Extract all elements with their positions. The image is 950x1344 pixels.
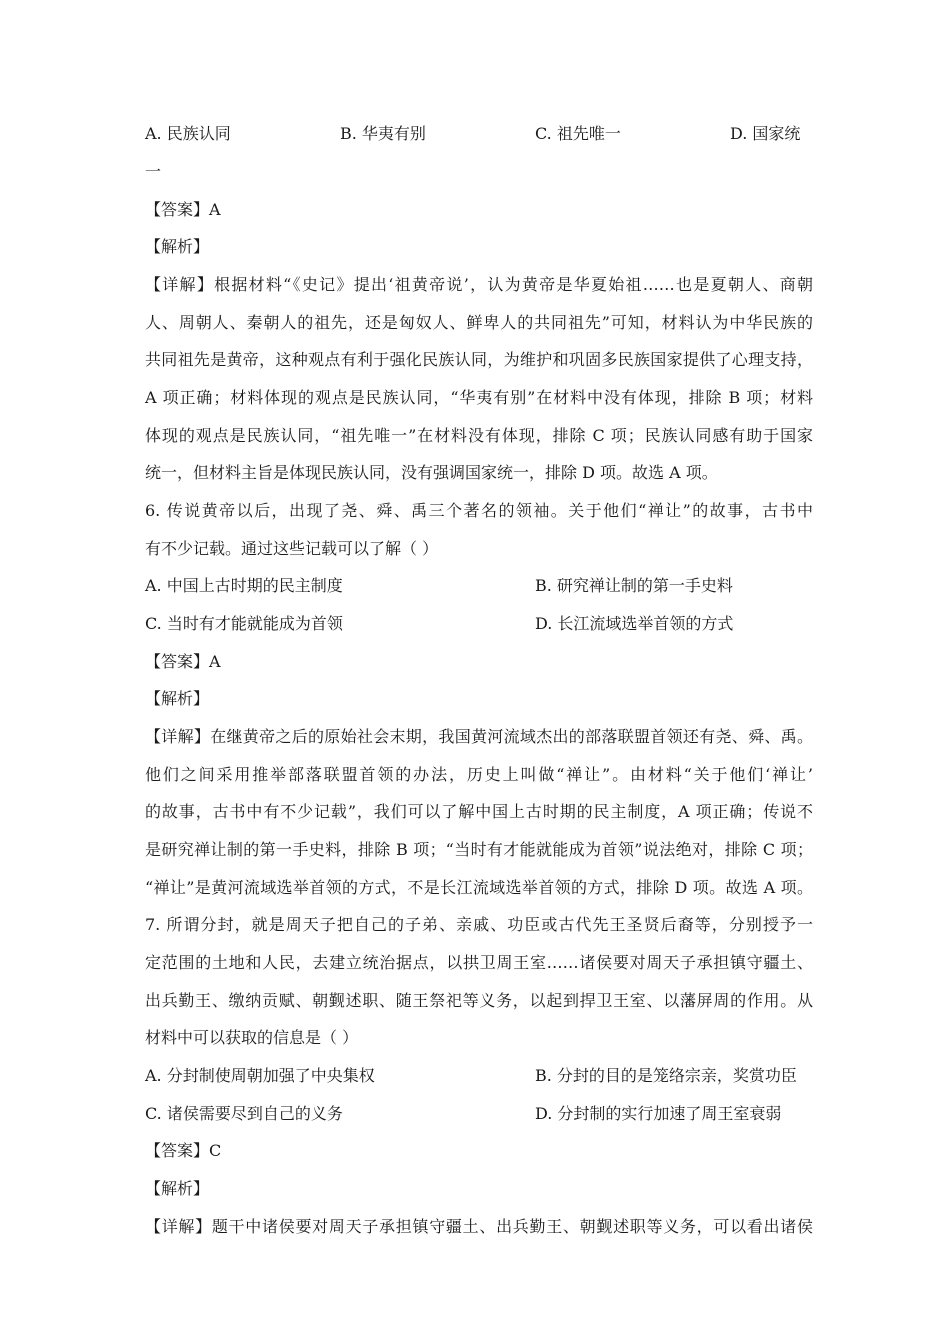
q7-option-a: A. 分封制使周朝加强了中央集权 xyxy=(145,1066,375,1085)
q7-analysis-heading: 【解析】 xyxy=(145,1179,210,1198)
q6-stem-line: 有不少记载。通过这些记载可以了解（ ） xyxy=(145,539,439,558)
q5-answer: 【答案】A xyxy=(145,200,221,219)
q5-option-c: C. 祖先唯一 xyxy=(535,124,621,143)
q7-option-d: D. 分封制的实行加速了周王室衰弱 xyxy=(535,1104,782,1123)
q6-option-d: D. 长江流域选举首领的方式 xyxy=(535,614,734,633)
q6-detail-line: 是研究禅让制的第一手史料，排除 B 项；“当时有才能就能成为首领”说法绝对，排除 C 项； xyxy=(145,840,813,859)
q6-option-a: A. 中国上古时期的民主制度 xyxy=(145,576,343,595)
q5-detail-line: A 项正确；材料体现的观点是民族认同，“华夷有别”在材料中没有体现，排除 B 项；材料 xyxy=(145,388,813,407)
q6-detail-line: 的故事，古书中有不少记载”，我们可以了解中国上古时期的民主制度，A 项正确；传说不 xyxy=(145,802,813,821)
q6-analysis-heading: 【解析】 xyxy=(145,689,210,708)
q7-answer: 【答案】C xyxy=(145,1141,222,1160)
q7-stem-line: 7. 所谓分封，就是周天子把自己的子弟、亲戚、功臣或古代先王圣贤后裔等，分别授予一 xyxy=(145,915,813,934)
q5-option-a: A. 民族认同 xyxy=(145,124,231,143)
q6-option-b: B. 研究禅让制的第一手史料 xyxy=(535,576,733,595)
q7-option-c: C. 诸侯需要尽到自己的义务 xyxy=(145,1104,343,1123)
q5-detail-line: 【详解】根据材料“《史记》提出‘祖黄帝说’，认为黄帝是华夏始祖……也是夏朝人、商朝 xyxy=(145,275,813,294)
q5-analysis-heading: 【解析】 xyxy=(145,237,210,256)
q5-detail-line: 共同祖先是黄帝，这种观点有利于强化民族认同，为维护和巩固多民族国家提供了心理支持， xyxy=(145,350,813,369)
q5-option-d: D. 国家统 xyxy=(730,124,801,143)
q6-stem-line: 6. 传说黄帝以后，出现了尧、舜、禹三个著名的领袖。关于他们“禅让”的故事，古书中 xyxy=(145,501,813,520)
q6-detail-line: 他们之间采用推举部落联盟首领的办法，历史上叫做“禅让”。由材料“关于他们‘禅让’ xyxy=(145,765,813,784)
q7-stem-line: 材料中可以获取的信息是（ ） xyxy=(145,1028,359,1047)
q7-option-b: B. 分封的目的是笼络宗亲，奖赏功臣 xyxy=(535,1066,797,1085)
q5-detail-line: 统一，但材料主旨是体现民族认同，没有强调国家统一，排除 D 项。故选 A 项。 xyxy=(145,463,718,482)
q6-answer: 【答案】A xyxy=(145,652,221,671)
q7-stem-line: 定范围的土地和人民，去建立统治据点，以拱卫周王室……诸侯要对周天子承担镇守疆土、 xyxy=(145,953,813,972)
q5-option-b: B. 华夷有别 xyxy=(340,124,426,143)
q7-stem-line: 出兵勤王、缴纳贡赋、朝觐述职、随王祭祀等义务，以起到捍卫王室、以藩屏周的作用。从 xyxy=(145,991,813,1010)
q5-detail-line: 人、周朝人、秦朝人的祖先，还是匈奴人、鲜卑人的共同祖先”可知，材料认为中华民族的 xyxy=(145,313,813,332)
q5-detail-line: 体现的观点是民族认同，“祖先唯一”在材料没有体现，排除 C 项；民族认同感有助于国家 xyxy=(145,426,813,445)
q7-detail-line: 【详解】题干中诸侯要对周天子承担镇守疆土、出兵勤王、朝觐述职等义务，可以看出诸侯 xyxy=(145,1217,813,1236)
q6-option-c: C. 当时有才能就能成为首领 xyxy=(145,614,343,633)
q6-detail-line: “禅让”是黄河流域选举首领的方式，不是长江流域选举首领的方式，排除 D 项。故选 A 项。 xyxy=(145,878,813,897)
q6-detail-line: 【详解】在继黄帝之后的原始社会末期，我国黄河流域杰出的部落联盟首领还有尧、舜、禹。 xyxy=(145,727,813,746)
q5-option-d-continuation: 一 xyxy=(145,162,162,181)
